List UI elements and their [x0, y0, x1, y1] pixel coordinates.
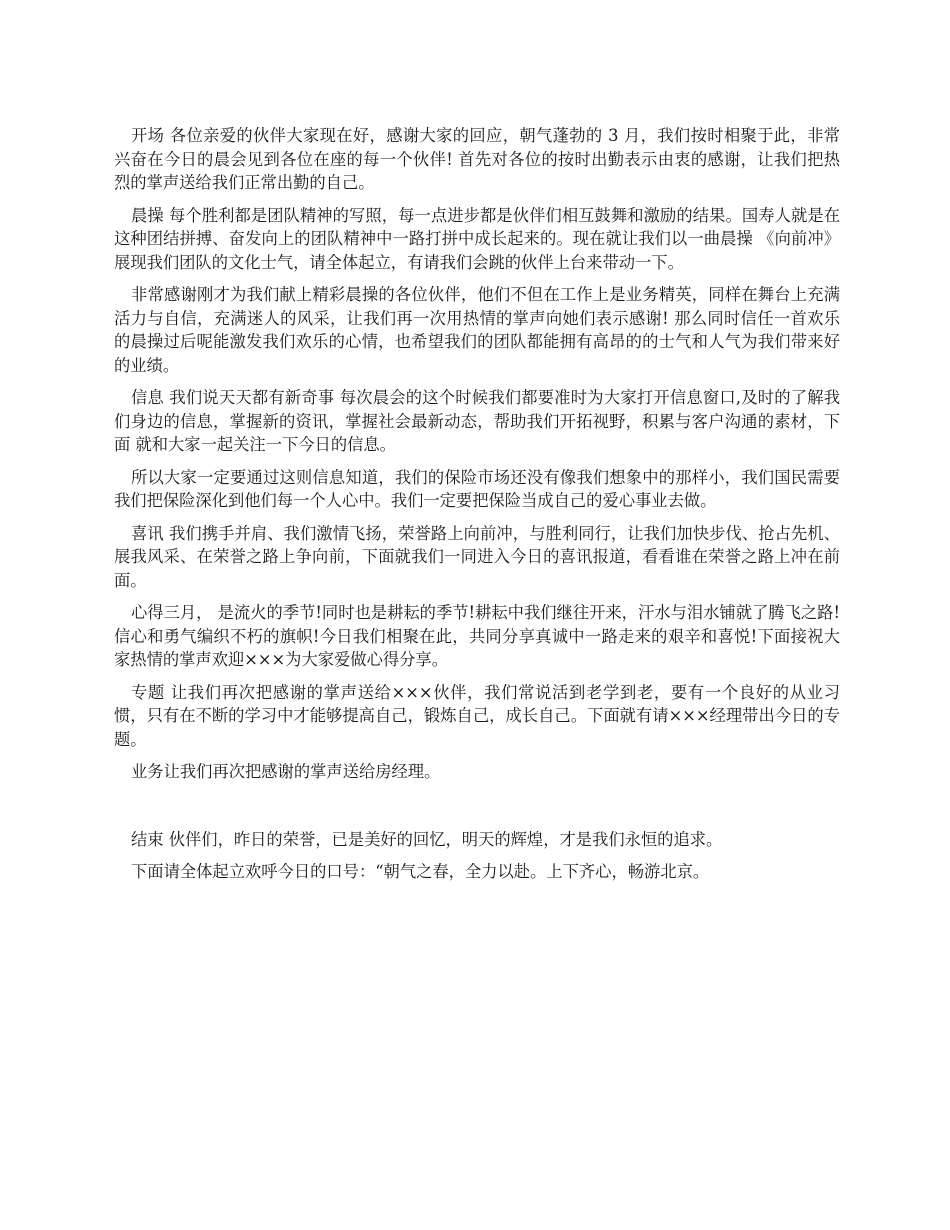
- paragraph-good-news: 喜讯 我们携手并肩、我们激情飞扬，荣誉路上向前冲，与胜利同行，让我们加快步伐、抢占先机、展我风采、在荣誉之路上争向前，下面就我们一同进入今日的喜讯报道，看看谁在荣誉之路上冲在前面。: [114, 523, 840, 590]
- paragraph-information: 信息 我们说天天都有新奇事 每次晨会的这个时候我们都要准时为大家打开信息窗口,及时的了解我们身边的信息，掌握新的资讯，掌握社会最新动态，帮助我们开拓视野，积累与客户沟通的素材，下面 就和大家一起关注一下今日的信息。: [114, 388, 840, 454]
- paragraph-topic: 专题 让我们再次把感谢的掌声送给×××伙伴，我们常说活到老学到老，要有一个良好的从业习惯，只有在不断的学习中才能够提高自己，锻炼自己，成长自己。下面就有请×××经理带出今日的专题。: [114, 682, 840, 749]
- document-body: [114, 124, 840, 893]
- paragraph-opening: 开场 各位亲爱的伙伴大家现在好，感谢大家的回应，朝气蓬勃的 3 月，我们按时相聚于此，非常兴奋在今日的晨会见到各位在座的每一个伙伴! 首先对各位的按时出勤表示由衷的感谢，让我们把热烈的掌声送给我们正常出勤的自己。: [114, 126, 840, 192]
- paragraph-morning-exercise: 晨操 每个胜利都是团队精神的写照，每一点进步都是伙伴们相互鼓舞和激励的结果。国寿人就是在这种团结拼搏、奋发向上的团队精神中一路打拼中成长起来的。现在就让我们以一曲晨操 《向前冲》展现我们团队的文化士气，请全体起立，有请我们会跳的伙伴上台来带动一下。: [114, 205, 840, 272]
- paragraph-insurance-market: 所以大家一定要通过这则信息知道，我们的保险市场还没有像我们想象中的那样小，我们国民需要我们把保险深化到他们每一个人心中。我们一定要把保险当成自己的爱心事业去做。: [114, 467, 840, 510]
- paragraph-closing: 结束 伙伴们，昨日的荣誉，已是美好的回忆，明天的辉煌，才是我们永恒的追求。: [131, 829, 723, 849]
- paragraph-gap: [114, 793, 840, 828]
- paragraph-experience: 心得三月， 是流火的季节!同时也是耕耘的季节!耕耘中我们继往开来，汗水与泪水铺就了腾飞之路!信心和勇气编织不朽的旗帜!今日我们相聚在此，共同分享真诚中一路走来的艰辛和喜悦!下面接祝大家热情的掌声欢迎×××为大家爱做心得分享。: [114, 603, 840, 669]
- paragraph-business: 业务让我们再次把感谢的掌声送给房经理。: [131, 762, 441, 781]
- paragraph-slogan: 下面请全体起立欢呼今日的口号：“朝气之春，全力以赴。上下齐心，畅游北京。: [131, 862, 710, 881]
- paragraph-thanks: 非常感谢刚才为我们献上精彩晨操的各位伙伴，他们不但在工作上是业务精英，同样在舞台上充满活力与自信，充满迷人的风采，让我们再一次用热情的掌声向她们表示感谢! 那么同时信任一首欢乐的晨操过后呢能激发我们欢乐的心情，也希望我们的团队都能拥有高昂的的士气和人气为我们带来好的业绩。: [114, 285, 840, 375]
